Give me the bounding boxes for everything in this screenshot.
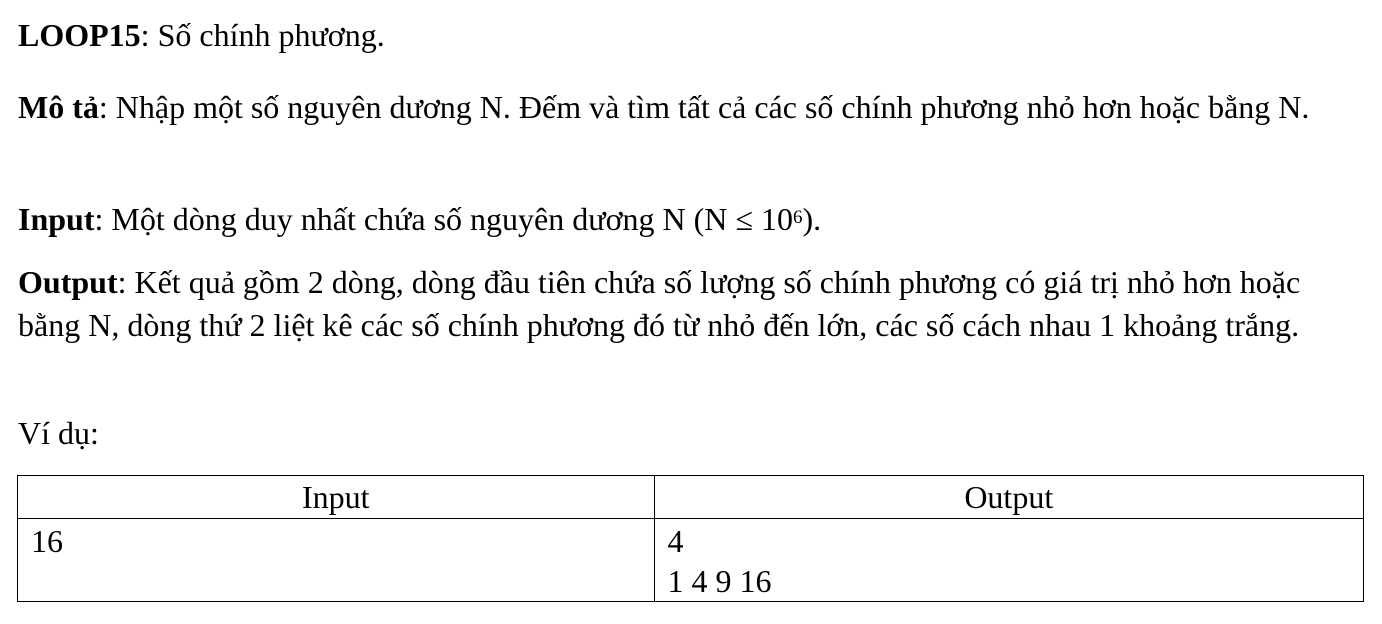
input-text-end: ).: [802, 201, 822, 237]
example-label: Ví dụ:: [18, 415, 99, 451]
input-paragraph: [18, 198, 821, 241]
example-table: [17, 475, 1364, 602]
input-label: Input: [18, 201, 95, 237]
header-input: Input: [18, 476, 655, 519]
description-paragraph: [18, 86, 1370, 129]
output-label: Output: [18, 264, 118, 300]
input-separator: :: [94, 201, 112, 237]
title-separator: :: [140, 17, 158, 53]
input-exponent: 6: [792, 207, 803, 228]
description-label: Mô tả: [18, 89, 99, 125]
header-output: Output: [654, 476, 1363, 519]
output-separator: :: [117, 264, 135, 300]
table-header-row: [18, 476, 1364, 519]
cell-input: 16: [18, 519, 655, 602]
description-separator: :: [98, 89, 116, 125]
output-text: Kết quả gồm 2 dòng, dòng đầu tiên chứa số lượng số chính phương có giá trị nhỏ hơn hoặc bằng N, dòng thứ 2 liệt kê các số chính phương đó từ nhỏ đến lớn, các số cách nhau 1 khoảng trắng.: [18, 264, 1301, 343]
table-row: [18, 519, 1364, 602]
problem-name: Số chính phương.: [157, 17, 385, 53]
cell-output: 4 1 4 9 16: [654, 519, 1363, 602]
output-paragraph: [18, 261, 1358, 347]
problem-code: LOOP15: [18, 17, 141, 53]
problem-title: [18, 14, 385, 57]
input-text: Một dòng duy nhất chứa số nguyên dương N (N ≤ 10: [111, 201, 793, 237]
description-text: Nhập một số nguyên dương N. Đếm và tìm tất cả các số chính phương nhỏ hơn hoặc bằng N.: [115, 89, 1310, 125]
